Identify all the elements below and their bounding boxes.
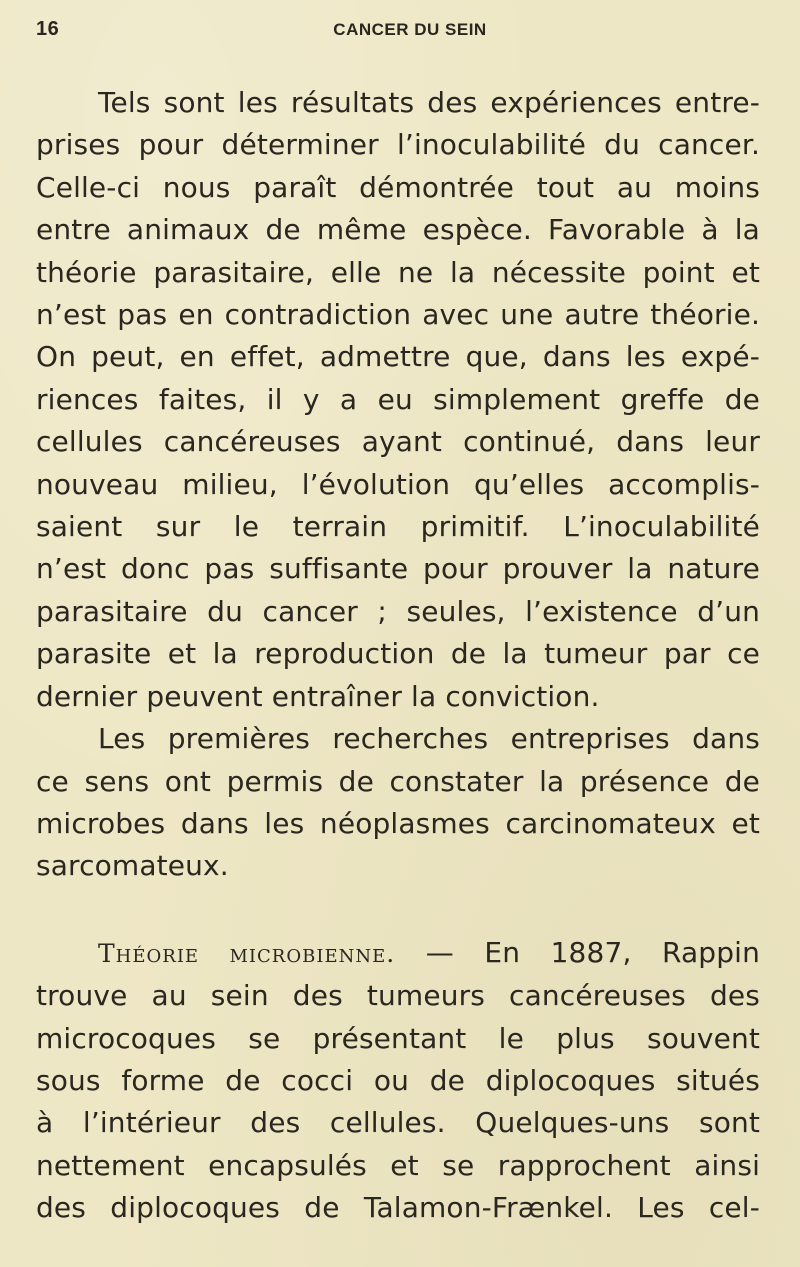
text-line: riences faites, il y a eu simplement greffe de (36, 382, 760, 416)
paragraph-inoculability (36, 82, 760, 718)
text-line: entre animaux de même espèce. Favorable à la (36, 213, 760, 247)
text-line: dernier peuvent entraîner la conviction. (36, 679, 600, 713)
running-head (36, 14, 760, 44)
text-line: des diplocoques de Talamon-Frænkel. Les cel- (36, 1191, 760, 1225)
page-number: 16 (36, 18, 60, 40)
text-line: trouve au sein des tumeurs cancéreuses des (36, 979, 760, 1013)
running-title: CANCER DU SEIN (333, 20, 487, 39)
section-microbial-theory (36, 932, 760, 1230)
text-line: prises pour déterminer l’inoculabilité du cancer. (36, 128, 760, 162)
body-text (36, 82, 760, 1230)
text-line: n’est donc pas suffisante pour prouver la nature (36, 552, 760, 586)
text-line: Les premières recherches entreprises dans (98, 722, 760, 756)
text-line: Tels sont les résultats des expériences entre- (98, 86, 760, 119)
text-line: nouveau milieu, l’évolution qu’elles accomplis- (36, 467, 760, 501)
text-line: n’est pas en contradiction avec une autre théorie. (36, 298, 760, 332)
text-line: sarcomateux. (36, 849, 229, 883)
text-line: Celle-ci nous paraît démontrée tout au moins (36, 170, 760, 204)
text-line: saient sur le terrain primitif. L’inoculabilité (36, 510, 760, 544)
text-line: parasite et la reproduction de la tumeur par ce (36, 637, 760, 671)
text-line: parasitaire du cancer ; seules, l’existence d’un (36, 594, 760, 628)
text-line: cellules cancéreuses ayant continué, dans leur (36, 425, 760, 459)
text-line: On peut, en effet, admettre que, dans les expé- (36, 340, 760, 374)
section-first-line (36, 932, 760, 975)
paragraph-first-research (36, 718, 760, 888)
text-line: sous forme de cocci ou de diplocoques situés (36, 1063, 760, 1097)
text-line: ce sens ont permis de constater la présence de (36, 764, 760, 798)
text-line: microbes dans les néoplasmes carcinomateux et (36, 806, 760, 840)
text-line: microcoques se présentant le plus souvent (36, 1021, 760, 1055)
text-line: nettement encapsulés et se rapprochent ainsi (36, 1148, 760, 1182)
section-first-line-text: — En 1887, Rappin (425, 935, 760, 969)
text-line: théorie parasitaire, elle ne la nécessite point et (36, 255, 760, 289)
section-heading: Théorie microbienne. (98, 938, 396, 968)
text-line: à l’intérieur des cellules. Quelques-uns sont (36, 1106, 760, 1140)
